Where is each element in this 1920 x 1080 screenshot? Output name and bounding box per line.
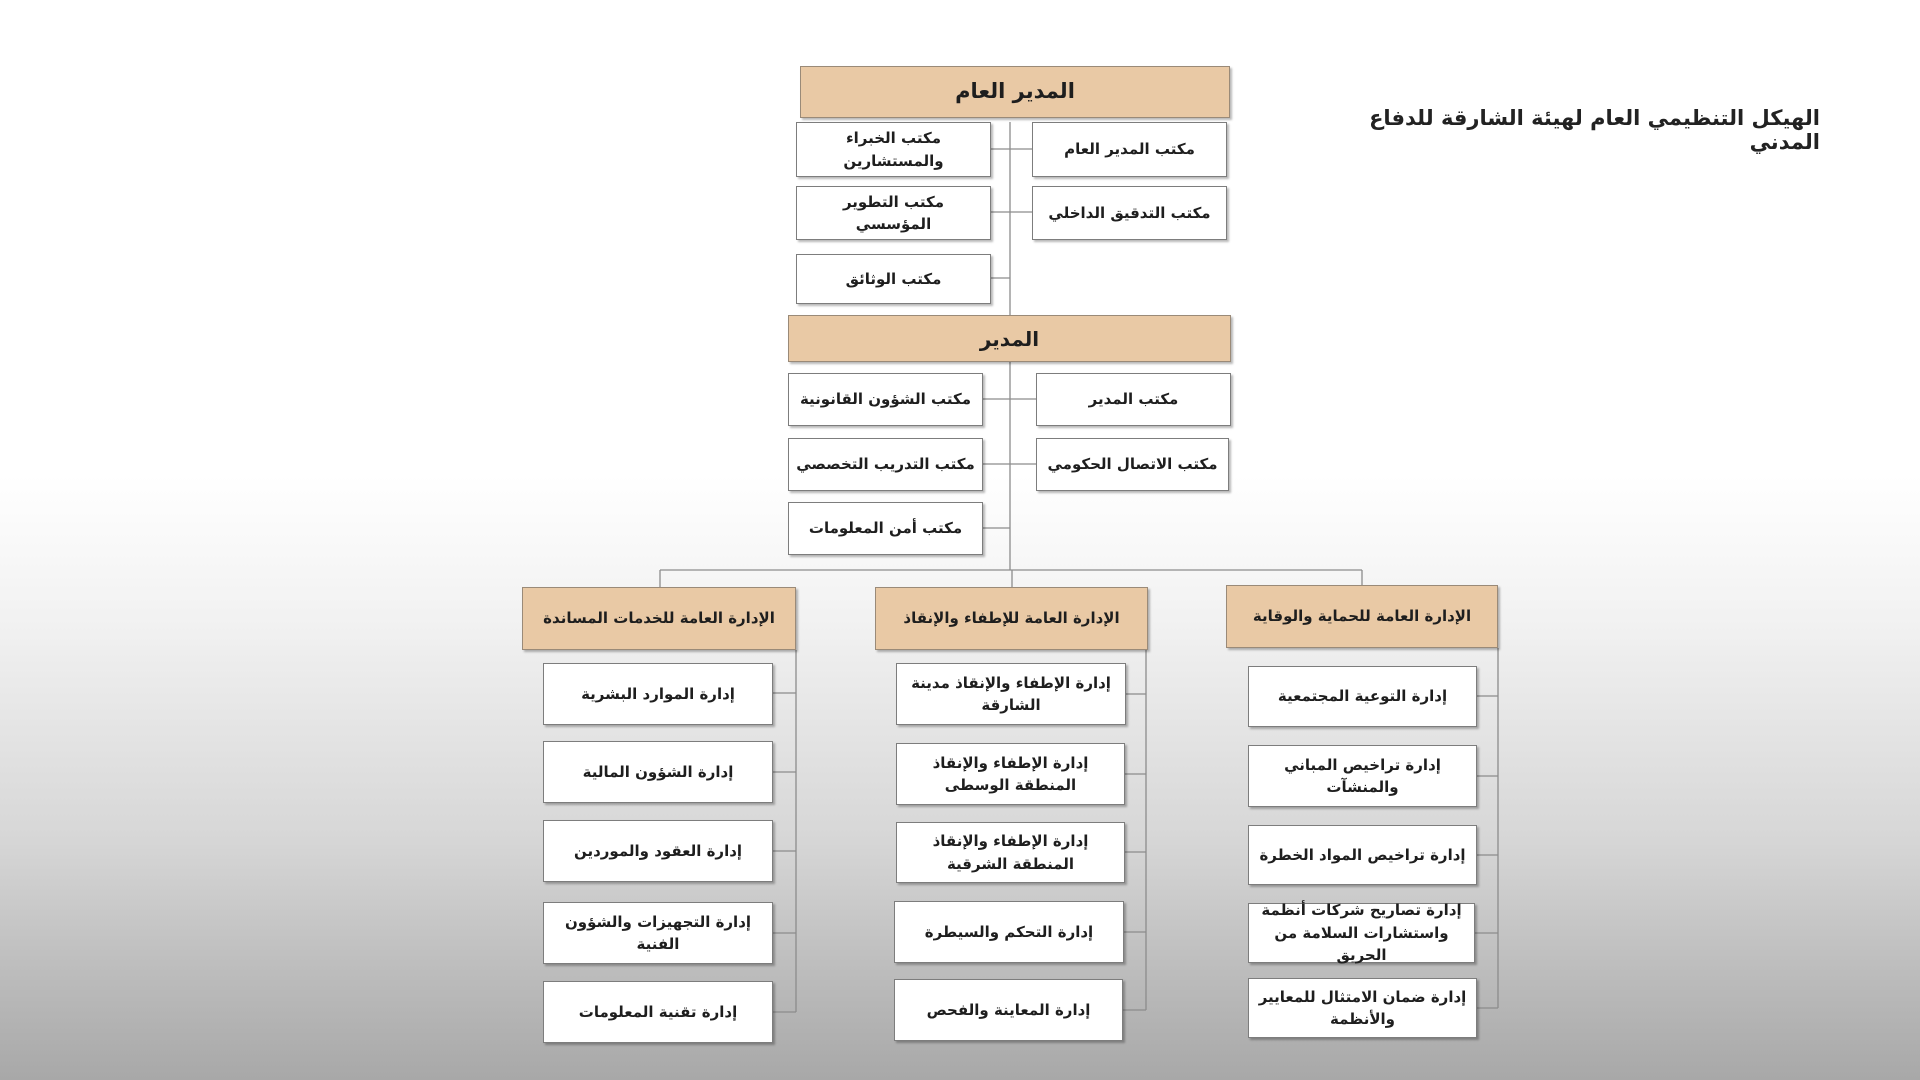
gm-office-box: مكتب المدير العام: [1032, 122, 1227, 177]
internal-audit-office-box: مكتب التدقيق الداخلي: [1032, 186, 1227, 240]
government-communication-office-box: مكتب الاتصال الحكومي: [1036, 438, 1229, 491]
contracts-suppliers-unit-box: إدارة العقود والموردين: [543, 820, 773, 882]
inspection-examination-unit-box: إدارة المعاينة والفحص: [894, 979, 1123, 1041]
hazardous-materials-licensing-unit-box: إدارة تراخيص المواد الخطرة: [1248, 825, 1477, 885]
financial-affairs-unit-box: إدارة الشؤون المالية: [543, 741, 773, 803]
experts-advisors-office-box: مكتب الخبراء والمستشارين: [796, 122, 991, 177]
support-services-dept-box: الإدارة العامة للخدمات المساندة: [522, 587, 796, 650]
protection-prevention-dept-box: الإدارة العامة للحماية والوقاية: [1226, 585, 1498, 648]
fire-rescue-sharjah-city-unit-box: إدارة الإطفاء والإنقاذ مدينة الشارقة: [896, 663, 1126, 725]
command-control-unit-box: إدارة التحكم والسيطرة: [894, 901, 1124, 963]
director-box: المدير: [788, 315, 1231, 362]
compliance-assurance-unit-box: إدارة ضمان الامتثال للمعايير والأنظمة: [1248, 978, 1477, 1038]
documents-office-box: مكتب الوثائق: [796, 254, 991, 304]
equipment-technical-affairs-unit-box: إدارة التجهيزات والشؤون الفنية: [543, 902, 773, 964]
fire-rescue-central-region-unit-box: إدارة الإطفاء والإنقاذ المنطقة الوسطى: [896, 743, 1125, 805]
information-security-office-box: مكتب أمن المعلومات: [788, 502, 983, 555]
specialized-training-office-box: مكتب التدريب التخصصي: [788, 438, 983, 491]
fire-rescue-dept-box: الإدارة العامة للإطفاء والإنقاذ: [875, 587, 1148, 650]
building-licensing-unit-box: إدارة تراخيص المباني والمنشآت: [1248, 745, 1477, 807]
legal-affairs-office-box: مكتب الشؤون القانونية: [788, 373, 983, 426]
human-resources-unit-box: إدارة الموارد البشرية: [543, 663, 773, 725]
institutional-development-office-box: مكتب التطوير المؤسسي: [796, 186, 991, 240]
director-office-box: مكتب المدير: [1036, 373, 1231, 426]
chart-title: الهيكل التنظيمي العام لهيئة الشارقة للدفاع المدني: [1369, 106, 1820, 154]
fire-rescue-eastern-region-unit-box: إدارة الإطفاء والإنقاذ المنطقة الشرقية: [896, 822, 1125, 883]
fire-safety-permits-unit-box: إدارة تصاريح شركات أنظمة واستشارات السلامة من الحريق: [1248, 903, 1475, 963]
information-technology-unit-box: إدارة تقنية المعلومات: [543, 981, 773, 1043]
community-awareness-unit-box: إدارة التوعية المجتمعية: [1248, 666, 1477, 727]
general-director-box: المدير العام: [800, 66, 1230, 118]
